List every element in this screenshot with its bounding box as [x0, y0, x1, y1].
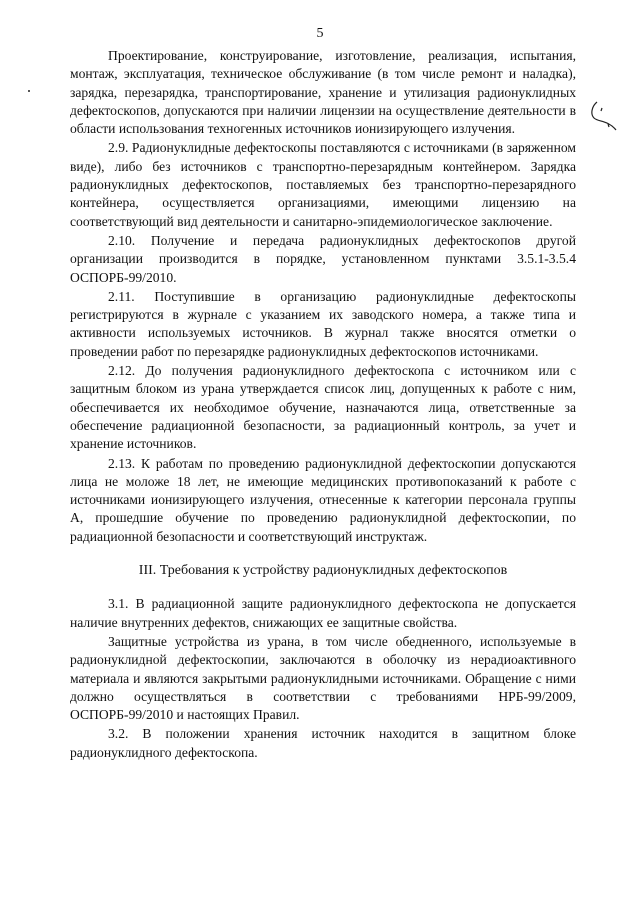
paragraph-licensing: Проектирование, конструирование, изготовление, реализация, испытания, монтаж, эксплуатация, техническое обслуживание (в том числе ремонт и наладка), зарядка, перезарядка, транспортирование, хранение и утилизация радионуклидных дефектоскопов, допускаются при наличии лицензии на осуществление деятельности в области использования техногенных источников ионизирующего излучения.	[70, 48, 576, 137]
paragraph-3-1: 3.1. В радиационной защите радионуклидного дефектоскопа не допускается наличие внутренних дефектов, снижающих ее защитные свойства.	[70, 596, 576, 630]
paragraph-2-11: 2.11. Поступившие в организацию радионуклидные дефектоскопы регистрируются в журнале с указанием их заводского номера, а также типа и активности используемых источников. В журнал также вносятся отметки о проведении работ по перезарядке радионуклидных дефектоскопов источниками.	[70, 288, 576, 359]
paragraph-2-13: 2.13. К работам по проведению радионуклидной дефектоскопии допускаются лица не моложе 18 лет, не имеющие медицинских противопоказаний к работе с источниками ионизирующего излучения, отнесенные к категории персонала группы А, прошедшие обучение по проведению радионуклидной дефектоскопии, по радиационной безопасности и соответствующий инструктаж.	[70, 455, 576, 544]
paragraph-uranium-shielding: Защитные устройства из урана, в том числе обедненного, используемые в радионуклидной дефектоскопии, заключаются в оболочку из нерадиоактивного материала и являются закрытыми радионуклидными источниками. Обращение с ними должно осуществляться в соответствии с требованиями НРБ-99/2009, ОСПОРБ-99/2010 и настоящих Правил.	[70, 633, 576, 723]
paragraph-3-2: 3.2. В положении хранения источник находится в защитном блоке радионуклидного дефектоскопа.	[70, 726, 576, 760]
document-body	[70, 47, 576, 763]
paragraph-2-10: 2.10. Получение и передача радионуклидных дефектоскопов другой организации производится в порядке, установленном пунктами 3.5.1-3.5.4 ОСПОРБ-99/2010.	[70, 232, 576, 285]
paragraph-2-12: 2.12. До получения радионуклидного дефектоскопа с источником или с защитным блоком из урана утверждается список лиц, допущенных к работе с ним, обеспечивается их необходимое обучение, назначаются лица, ответственные за обеспечение радиационной безопасности, за радиационный контроль, за учет и хранение источников.	[70, 363, 576, 452]
paragraph-2-9: 2.9. Радионуклидные дефектоскопы поставляются с источниками (в заряженном виде), либо без источников с транспортно-перезарядным контейнером. Зарядка радионуклидных дефектоскопов, поставляемых без транспортно-перезарядного контейнера, осуществляется организациями, имеющими лицензию на соответствующий вид деятельности и санитарно-эпидемиологическое заключение.	[70, 140, 576, 229]
margin-dot-mark	[28, 90, 30, 92]
section-heading: III. Требования к устройству радионуклидных дефектоскопов	[138, 563, 508, 579]
handwritten-margin-mark	[588, 96, 620, 140]
page-number: 5	[316, 26, 324, 41]
